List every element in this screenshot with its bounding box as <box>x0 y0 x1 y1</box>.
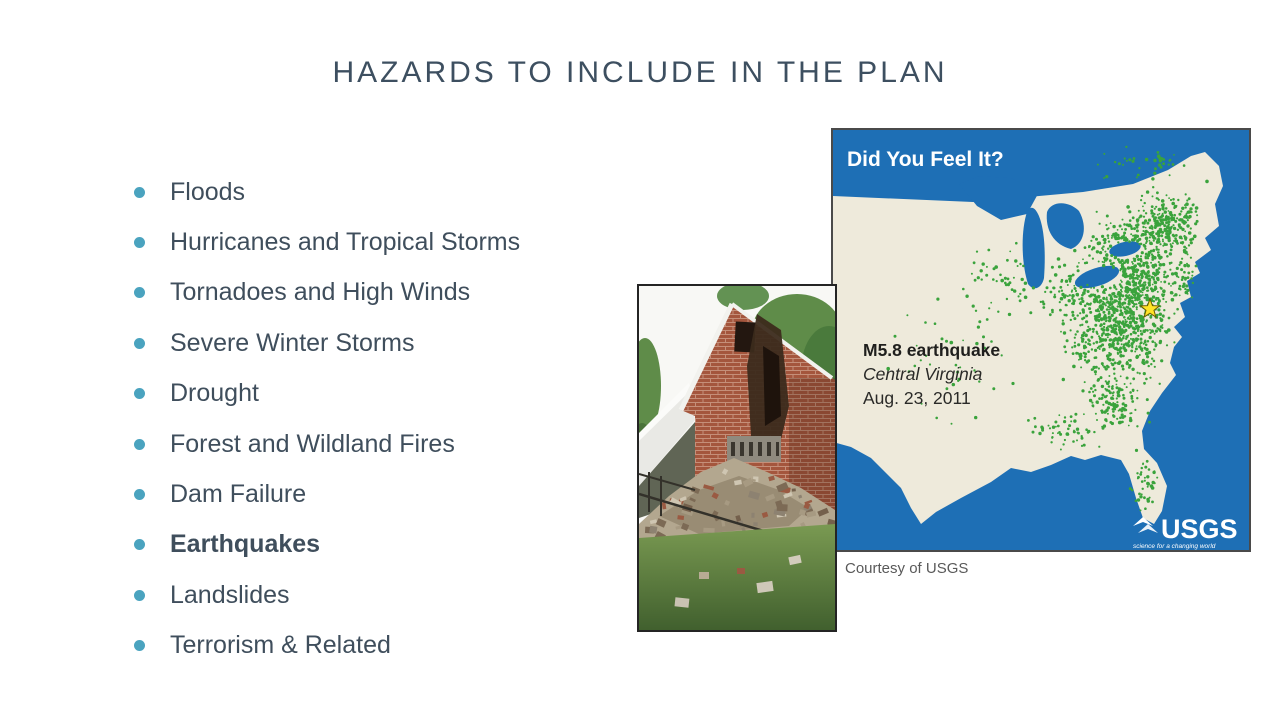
bullet-dot-icon <box>134 539 145 550</box>
list-item <box>134 621 520 671</box>
usgs-felt-map <box>831 128 1251 552</box>
list-item <box>134 419 520 469</box>
quake-date-label: Aug. 23, 2011 <box>863 388 971 408</box>
map-title: Did You Feel It? <box>847 148 1004 171</box>
hazard-label: Drought <box>170 379 259 408</box>
list-item <box>134 520 520 570</box>
bullet-dot-icon <box>134 640 145 651</box>
bullet-dot-icon <box>134 439 145 450</box>
bullet-dot-icon <box>134 287 145 298</box>
damage-photo-art <box>639 286 835 630</box>
list-item <box>134 167 520 217</box>
slide-title: HAZARDS TO INCLUDE IN THE PLAN <box>332 56 948 89</box>
hazard-label: Terrorism & Related <box>170 631 391 660</box>
hazard-label: Floods <box>170 177 246 206</box>
list-item <box>134 318 520 368</box>
bullet-dot-icon <box>134 489 145 500</box>
usgs-tagline: science for a changing world <box>1133 543 1216 550</box>
hazard-label: Dam Failure <box>170 480 307 509</box>
list-item <box>134 570 520 620</box>
hazard-label: Hurricanes and Tropical Storms <box>170 228 521 257</box>
felt-map-art <box>833 130 1249 550</box>
hazard-label: Severe Winter Storms <box>170 328 415 357</box>
bullet-dot-icon <box>134 187 145 198</box>
bullet-dot-icon <box>134 237 145 248</box>
list-item <box>134 369 520 419</box>
hazard-label: Tornadoes and High Winds <box>170 278 471 307</box>
bullet-dot-icon <box>134 388 145 399</box>
usgs-wordmark: USGS <box>1161 514 1238 544</box>
photo-caption: Courtesy of USGS <box>845 560 969 577</box>
grass <box>639 524 835 630</box>
hazard-list <box>134 167 520 671</box>
list-item <box>134 268 520 318</box>
hazard-label: Earthquakes <box>170 530 321 559</box>
bullet-dot-icon <box>134 338 145 349</box>
hazard-label: Forest and Wildland Fires <box>170 429 455 458</box>
hazard-label: Landslides <box>170 580 290 609</box>
bullet-dot-icon <box>134 590 145 601</box>
quake-location-label: Central Virginia <box>863 364 983 384</box>
list-item <box>134 217 520 267</box>
quake-magnitude-label: M5.8 earthquake <box>863 340 1001 360</box>
list-item <box>134 469 520 519</box>
earthquake-damage-photo <box>637 284 837 632</box>
cinder-blocks <box>727 436 781 462</box>
